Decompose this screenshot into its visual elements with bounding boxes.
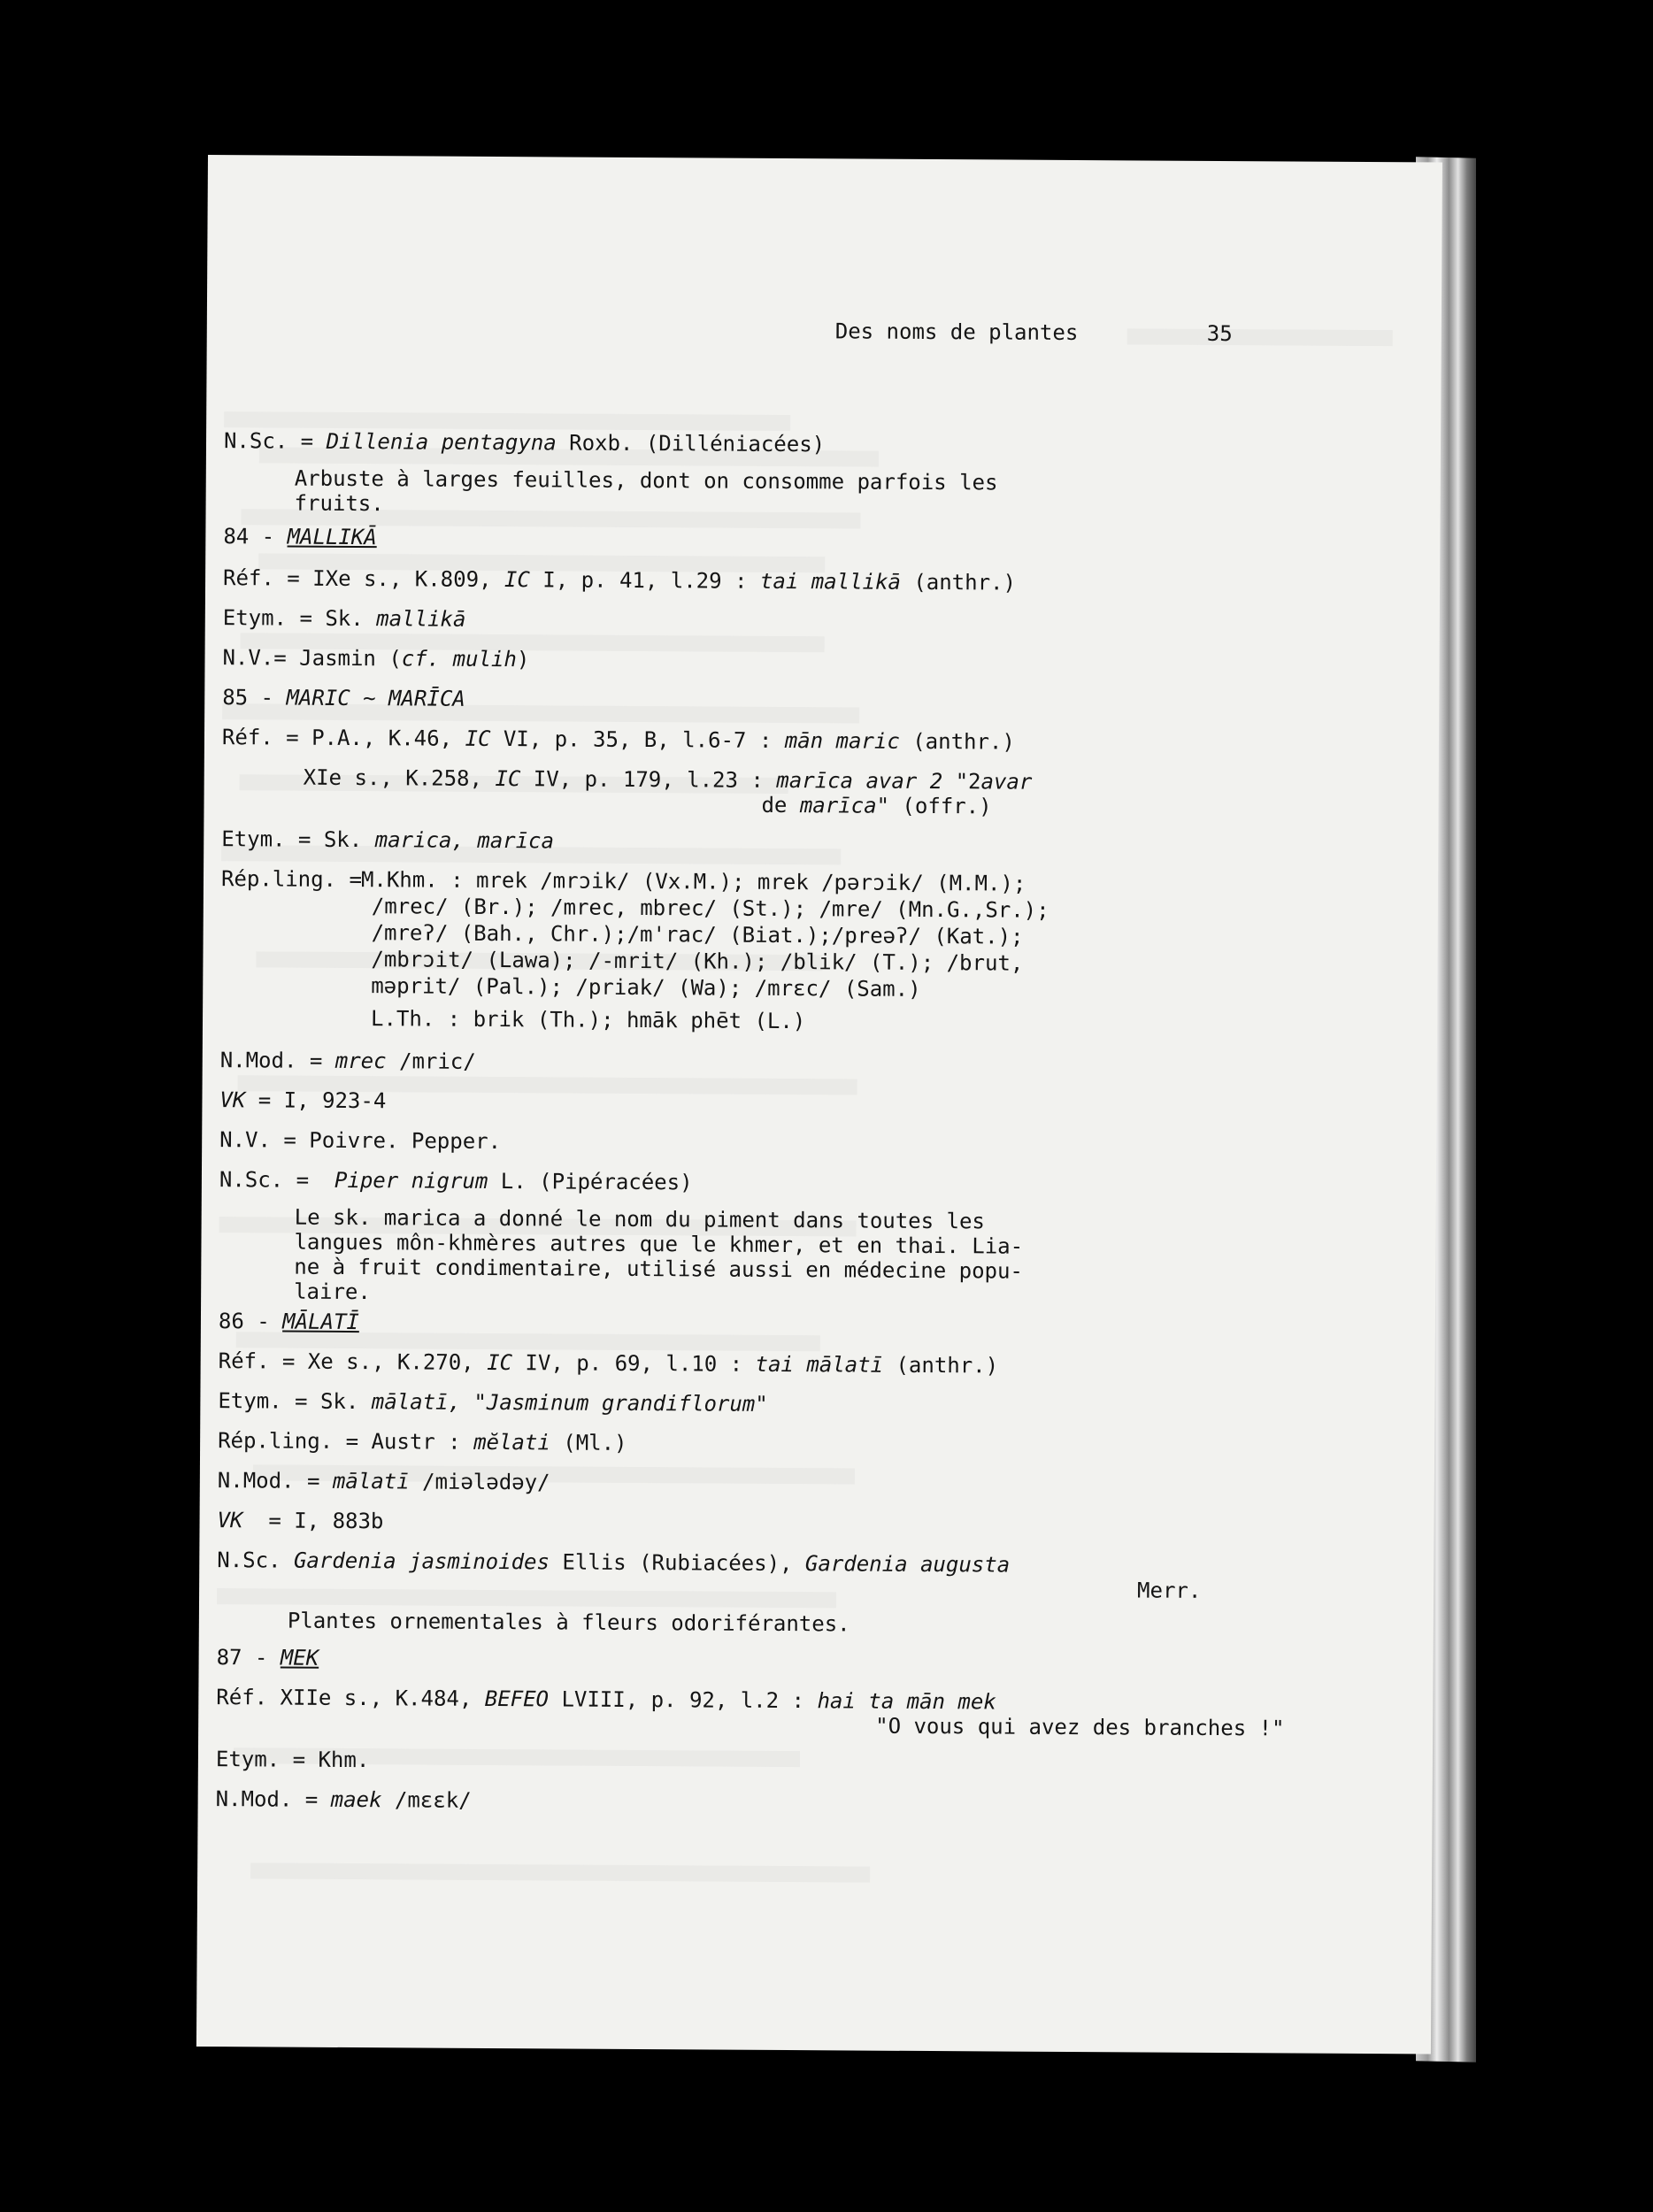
rep-ling-line: /mbrɔit/ (Lawa); /-mrit/ (Kh.); /blik/ (T.); /brut, bbox=[371, 947, 1024, 976]
rep-ling-line: M.Khm. : mrek /mrɔik/ (Vx.M.); mrek /pərɔik/ (M.M.); bbox=[360, 867, 1026, 896]
entry-heading: 84 - MALLIKĀ bbox=[223, 524, 377, 550]
description-line: langues môn-khmères autres que le khmer, et en thai. Lia- bbox=[294, 1229, 1024, 1259]
description-line: Le sk. marica a donné le nom du piment dans toutes les bbox=[294, 1204, 986, 1234]
entry-heading: 87 - MEK bbox=[216, 1645, 319, 1671]
entry-heading: 85 - MARIC ∼ MARĪCA bbox=[222, 685, 465, 711]
ref-line: XIe s., K.258, IC IV, p. 179, l.23 : marīca avar 2 "2avar bbox=[303, 764, 1033, 795]
nsc-line: N.Sc. Gardenia jasminoides Ellis (Rubiacées), Gardenia augusta bbox=[217, 1548, 1011, 1578]
vk-line: VK = I, 923-4 bbox=[219, 1087, 387, 1114]
book-page bbox=[196, 155, 1442, 2054]
headword: MEK bbox=[280, 1645, 319, 1671]
ref-line: Réf. = IXe s., K.809, IC I, p. 41, l.29 : tai mallikā (anthr.) bbox=[222, 565, 1017, 595]
rep-ling-line: L.Th. : brik (Th.); hmāk phēt (L.) bbox=[370, 1006, 806, 1034]
headword: MARIC ∼ MARĪCA bbox=[286, 685, 465, 711]
ref-line: de marīca" (offr.) bbox=[761, 792, 992, 819]
description-line: laire. bbox=[294, 1279, 371, 1305]
rep-ling-label: Rép.ling. = bbox=[220, 866, 363, 893]
etym-line: Etym. = Sk. marica, marīca bbox=[221, 826, 555, 854]
page-number: 35 bbox=[1206, 320, 1233, 347]
headword: MALLIKĀ bbox=[287, 524, 377, 550]
nsc-line: N.Sc. = Dillenia pentagyna Roxb. (Dilléniacées) bbox=[223, 428, 826, 457]
nmod-line: N.Mod. = mālatī /miələdəy/ bbox=[217, 1468, 550, 1495]
headword: MĀLATĪ bbox=[282, 1309, 359, 1335]
vk-line: VK = I, 883b bbox=[217, 1508, 384, 1534]
nsc-line: Merr. bbox=[1137, 1578, 1202, 1603]
entry-heading: 86 - MĀLATĪ bbox=[218, 1309, 359, 1335]
ref-line: Réf. = Xe s., K.270, IC IV, p. 69, l.10 : tai mālatī (anthr.) bbox=[218, 1348, 999, 1379]
translation-line: "O vous qui avez des branches !" bbox=[875, 1713, 1285, 1741]
rep-ling-line: /mrec/ (Br.); /mrec, mbrec/ (St.); /mre/ (Mn.G.,Sr.); bbox=[371, 894, 1049, 923]
ref-line: Réf. = P.A., K.46, IC VI, p. 35, B, l.6-7 : mān maric (anthr.) bbox=[221, 725, 1015, 755]
nv-line: N.V. = Poivre. Pepper. bbox=[219, 1127, 502, 1155]
page-text bbox=[196, 155, 1442, 2054]
running-title: Des noms de plantes bbox=[834, 319, 1079, 346]
description-line: ne à fruit condimentaire, utilisé aussi en médecine popu- bbox=[294, 1254, 1024, 1284]
etym-line: Etym. = Sk. mālatī, "Jasminum grandiflorum" bbox=[218, 1388, 768, 1417]
nmod-line: N.Mod. = mrec /mric/ bbox=[219, 1048, 476, 1074]
etym-line: Etym. = Sk. mallikā bbox=[222, 605, 466, 632]
nv-line: N.V.= Jasmin (cf. mulih) bbox=[222, 645, 530, 672]
nmod-line: N.Mod. = maek /mɛɛk/ bbox=[215, 1786, 472, 1813]
etym-line: Etym. = Khm. bbox=[215, 1747, 370, 1773]
rep-ling-line: /mreʔ/ (Bah., Chr.);/m'rac/ (Biat.);/preəʔ/ (Kat.); bbox=[371, 920, 1024, 949]
nsc-line: N.Sc. = Piper nigrum L. (Pipéracées) bbox=[219, 1167, 693, 1195]
ref-line: Réf. XIIe s., K.484, BEFEO LVIII, p. 92, l.2 : hai ta mān mek bbox=[216, 1685, 996, 1715]
description-line: Plantes ornementales à fleurs odoriférantes. bbox=[287, 1608, 850, 1637]
rep-ling-line: Rép.ling. = Austr : mĕlati (Ml.) bbox=[218, 1428, 627, 1455]
rep-ling-line: məprit/ (Pal.); /priak/ (Wa); /mrɛc/ (Sam.) bbox=[371, 973, 921, 1002]
description-line: fruits. bbox=[294, 490, 384, 517]
description-line: Arbuste à larges feuilles, dont on consomme parfois les bbox=[294, 465, 998, 495]
